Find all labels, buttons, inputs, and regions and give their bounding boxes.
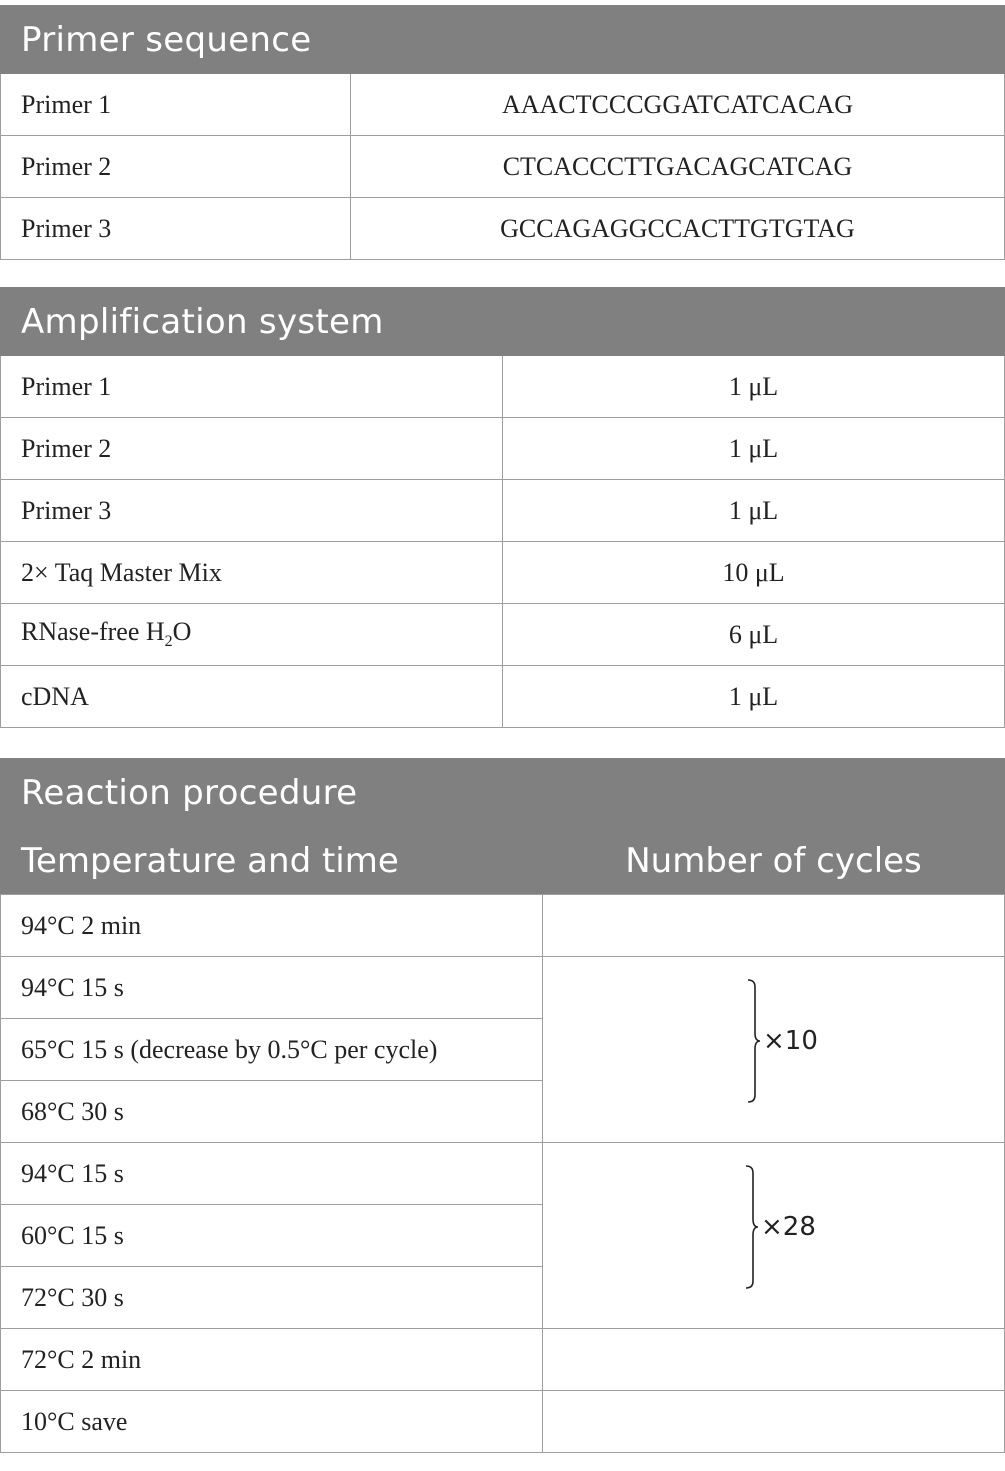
- step: 72°C 30 s: [1, 1267, 543, 1329]
- primer-name: Primer 3: [1, 198, 351, 260]
- component-name: 2× Taq Master Mix: [1, 542, 503, 604]
- subscript-two: 2: [164, 633, 173, 651]
- table-row: [1, 418, 1005, 480]
- table-row: [1, 957, 1005, 1019]
- primer-sequence-table: [0, 5, 1005, 260]
- step: 10°C save: [1, 1391, 543, 1453]
- primer-name: Primer 2: [1, 136, 351, 198]
- primer-seq: AAACTCCCGGATCATCACAG: [351, 74, 1005, 136]
- cycle-count-28: ×28: [761, 1212, 816, 1242]
- component-volume: 6 μL: [503, 604, 1005, 666]
- reaction-procedure-table: [0, 758, 1005, 1453]
- step: 60°C 15 s: [1, 1205, 543, 1267]
- cycle-cell-empty: [543, 1391, 1005, 1453]
- step: 65°C 15 s (decrease by 0.5°C per cycle): [1, 1019, 543, 1081]
- reaction-procedure-title: Reaction procedure: [1, 759, 1005, 827]
- table-row: [1, 1329, 1005, 1391]
- primer-sequence-title: Primer sequence: [1, 6, 1005, 74]
- table-row: [1, 604, 1005, 666]
- cycle-group-2: [543, 1143, 1005, 1329]
- brace-group-1: [747, 979, 818, 1103]
- table-row: [1, 356, 1005, 418]
- column-header-temperature: Temperature and time: [1, 827, 543, 895]
- table-row: [1, 895, 1005, 957]
- component-name-suffix: O: [172, 617, 192, 647]
- cycle-cell-empty: [543, 895, 1005, 957]
- right-brace-icon: [745, 1165, 759, 1289]
- component-name: cDNA: [1, 666, 503, 728]
- table-row: [1, 480, 1005, 542]
- component-volume: 1 μL: [503, 666, 1005, 728]
- table-row: [1, 74, 1005, 136]
- component-name: [1, 604, 503, 666]
- table-row: [1, 1391, 1005, 1453]
- table-row: [1, 136, 1005, 198]
- step: 94°C 15 s: [1, 1143, 543, 1205]
- primer-seq: GCCAGAGGCCACTTGTGTAG: [351, 198, 1005, 260]
- brace-group-2: [745, 1165, 816, 1289]
- component-name: Primer 1: [1, 356, 503, 418]
- step: 94°C 15 s: [1, 957, 543, 1019]
- component-name-prefix: RNase-free H: [21, 617, 165, 647]
- component-volume: 10 μL: [503, 542, 1005, 604]
- cycle-count-10: ×10: [763, 1026, 818, 1056]
- cycle-cell-empty: [543, 1329, 1005, 1391]
- amplification-system-title: Amplification system: [1, 288, 1005, 356]
- component-name: Primer 3: [1, 480, 503, 542]
- column-header-cycles: Number of cycles: [543, 827, 1005, 895]
- right-brace-icon: [747, 979, 761, 1103]
- cycle-group-1: [543, 957, 1005, 1143]
- step: 72°C 2 min: [1, 1329, 543, 1391]
- table-row: [1, 198, 1005, 260]
- primer-name: Primer 1: [1, 74, 351, 136]
- table-row: [1, 542, 1005, 604]
- table-row: [1, 666, 1005, 728]
- table-row: [1, 1143, 1005, 1205]
- amplification-system-table: [0, 287, 1005, 728]
- component-volume: 1 μL: [503, 480, 1005, 542]
- primer-seq: CTCACCCTTGACAGCATCAG: [351, 136, 1005, 198]
- step: 94°C 2 min: [1, 895, 543, 957]
- component-name: Primer 2: [1, 418, 503, 480]
- component-volume: 1 μL: [503, 356, 1005, 418]
- step: 68°C 30 s: [1, 1081, 543, 1143]
- component-volume: 1 μL: [503, 418, 1005, 480]
